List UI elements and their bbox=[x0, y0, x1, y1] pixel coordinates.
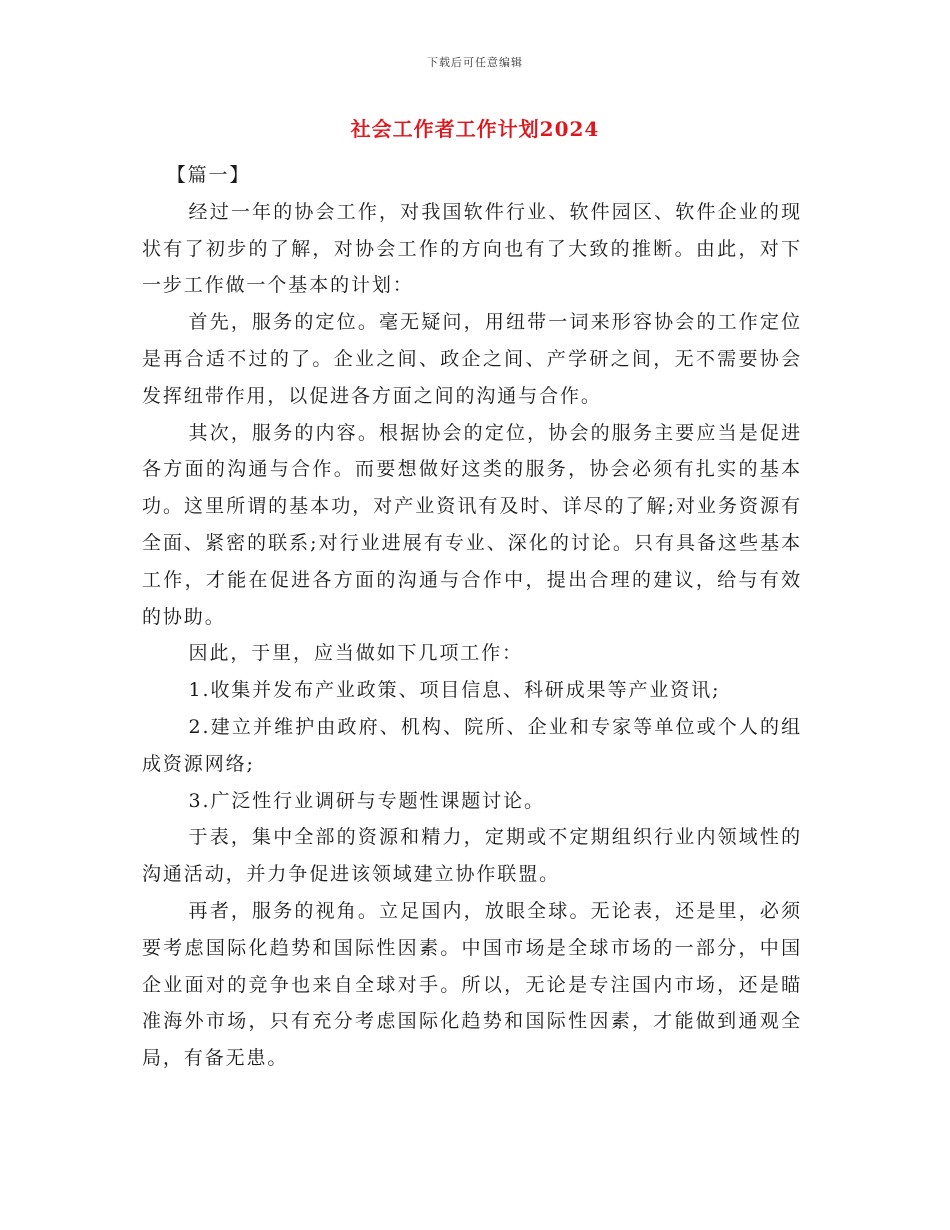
section-label: 【篇一】 bbox=[166, 164, 251, 186]
paragraph-service-content: 其次，服务的内容。根据协会的定位，协会的服务主要应当是促进各方面的沟通与合作。而要想做好这类的服务，协会必须有扎实的基本功。这里所谓的基本功，对产业资讯有及时、详尽的了解;对业务资源有全面、紧密的联系;对行业进展有专业、深化的讨论。只有具备这些基本工作，才能在促进各方面的沟通与合作中，提出合理的建议，给与有效的协助。 bbox=[142, 421, 802, 628]
header-note: 下载后可任意编辑 bbox=[427, 56, 523, 69]
list-item-1: 1.收集并发布产业政策、项目信息、科研成果等产业资讯; bbox=[188, 679, 721, 702]
paragraph-work-items-intro: 因此，于里，应当做如下几项工作： bbox=[188, 642, 523, 665]
list-item-2: 2.建立并维护由政府、机构、院所、企业和专家等单位或个人的组成资源网络; bbox=[142, 715, 802, 775]
document-body bbox=[142, 157, 802, 1077]
paragraph-surface-work: 于表，集中全部的资源和精力，定期或不定期组织行业内领域性的沟通活动，并力争促进该领域建立协作联盟。 bbox=[142, 826, 802, 886]
paragraph-intro: 经过一年的协会工作，对我国软件行业、软件园区、软件企业的现状有了初步的了解，对协会工作的方向也有了大致的推断。由此，对下一步工作做一个基本的计划： bbox=[142, 200, 802, 297]
document-title: 社会工作者工作计划2024 bbox=[350, 117, 600, 141]
list-item-3: 3.广泛性行业调研与专题性课题讨论。 bbox=[188, 789, 545, 812]
paragraph-service-perspective: 再者，服务的视角。立足国内，放眼全球。无论表，还是里，必须要考虑国际化趋势和国际性因素。中国市场是全球市场的一部分，中国企业面对的竞争也来自全球对手。所以，无论是专注国内市场，还是瞄准海外市场，只有充分考虑国际化趋势和国际性因素，才能做到通观全局，有备无患。 bbox=[142, 899, 802, 1070]
paragraph-service-positioning: 首先，服务的定位。毫无疑问，用纽带一词来形容协会的工作定位是再合适不过的了。企业之间、政企之间、产学研之间，无不需要协会发挥纽带作用，以促进各方面之间的沟通与合作。 bbox=[142, 311, 802, 407]
